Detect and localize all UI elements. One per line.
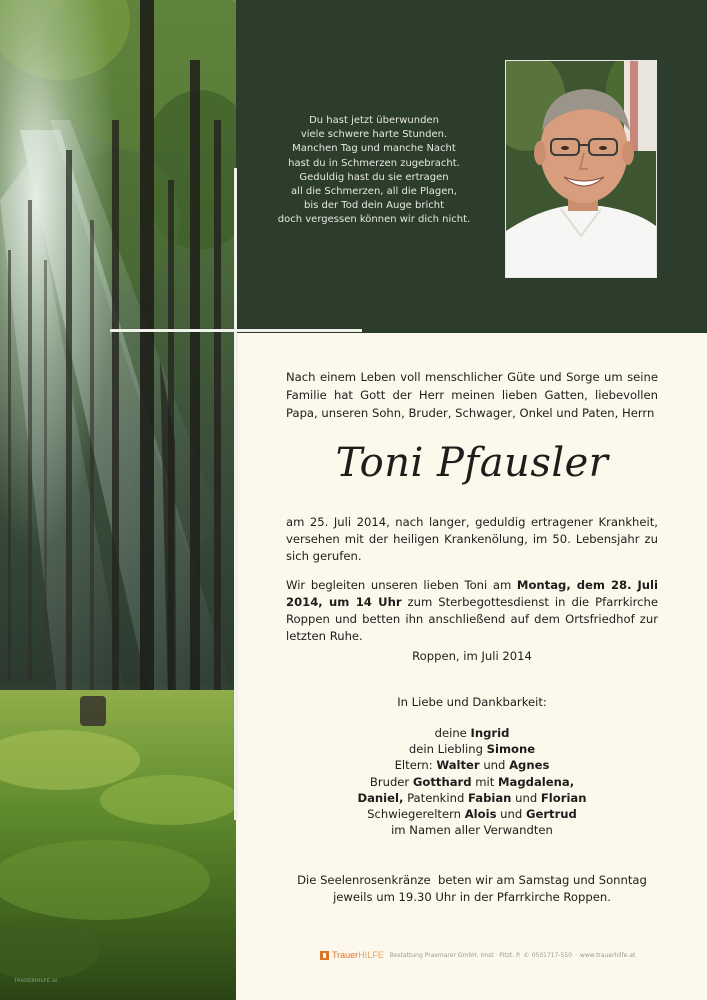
cross-vertical-beam bbox=[234, 168, 237, 820]
deceased-name: Toni Pfausler bbox=[335, 440, 609, 486]
mourner-line: deine Ingrid bbox=[434, 726, 510, 740]
photo-credit: TRAUERHILFE.at bbox=[14, 979, 58, 984]
poem-line: bis der Tod dein Auge bricht bbox=[303, 200, 444, 212]
website-link[interactable]: www.trauerhilfe.at bbox=[579, 951, 636, 959]
funeral-info-paragraph: Wir begleiten unseren lieben Toni am Montag, dem 28. Juli 2014, um 14 Uhr zum Sterbegottesdienst in die Pfarrkirche Roppen und betten ihn anschließend auf dem Ortsfriedhof zur letzten Ruhe. bbox=[286, 578, 659, 643]
mourner-line: dein Liebling Simone bbox=[408, 742, 536, 757]
poem-line: hast du in Schmerzen zugebracht. bbox=[288, 157, 460, 169]
mourners-list bbox=[286, 725, 658, 838]
poem bbox=[270, 114, 478, 228]
funeral-date: Montag, dem 28. Juli 2014, um 14 Uhr bbox=[286, 578, 659, 609]
place-date: Roppen, im Juli 2014 bbox=[412, 649, 532, 663]
poem-line: all die Schmerzen, all die Plagen, bbox=[291, 186, 457, 198]
phone-number: 0501717-550 bbox=[531, 951, 573, 959]
death-notice-paragraph: am 25. Juli 2014, nach langer, geduldig ertragener Krankheit, versehen mit der heiligen Krankenölung, im 50. Lebensjahr zu sich gerufen. bbox=[286, 515, 658, 563]
poem-line: doch vergessen können wir dich nicht. bbox=[277, 214, 471, 226]
intro-text: Nach einem Leben voll menschlicher Güte und Sorge um seine Familie hat Gott der Herr meinen lieben Gatten, liebevollen Papa, unseren Sohn, Bruder, Schwager, Onkel und Paten, Herrn bbox=[286, 370, 658, 420]
rosary-line: Die Seelenrosenkränze beten wir am Samstag und Sonntag bbox=[297, 873, 647, 887]
trauerhilfe-logo-icon bbox=[320, 951, 329, 960]
rosary-info bbox=[286, 872, 658, 906]
divider: · bbox=[575, 951, 577, 959]
poem-line: Du hast jetzt überwunden bbox=[309, 115, 439, 126]
mourner-line: Bruder Gotthard mit Magdalena, bbox=[369, 774, 575, 789]
cross-horizontal-beam bbox=[110, 329, 362, 332]
phone-icon: ✆ bbox=[523, 951, 529, 959]
poem-line: Geduldig hast du sie ertragen bbox=[299, 171, 449, 183]
brand-logo: TrauerHILFE bbox=[332, 950, 384, 960]
mourner-line: Eltern: Walter und Agnes bbox=[394, 758, 550, 773]
footer bbox=[320, 950, 660, 960]
mourner-line: Daniel, Patenkind Fabian und Florian bbox=[357, 790, 587, 805]
poem-line: viele schwere harte Stunden. bbox=[300, 129, 448, 141]
company-name: Bestattung Praxmarer GmbH, Imst · Pitzt. P. bbox=[389, 951, 521, 959]
mourner-line: Schwiegereltern Alois und Gertrud bbox=[367, 807, 577, 822]
poem-line: Manchen Tag und manche Nacht bbox=[292, 143, 456, 155]
thanks-heading: In Liebe und Dankbarkeit: bbox=[397, 695, 547, 709]
rosary-line: jeweils um 19.30 Uhr in der Pfarrkirche Roppen. bbox=[333, 890, 611, 904]
portrait-photo bbox=[505, 60, 657, 278]
mourner-line: im Namen aller Verwandten bbox=[391, 823, 553, 838]
forest-photo bbox=[0, 0, 236, 1000]
